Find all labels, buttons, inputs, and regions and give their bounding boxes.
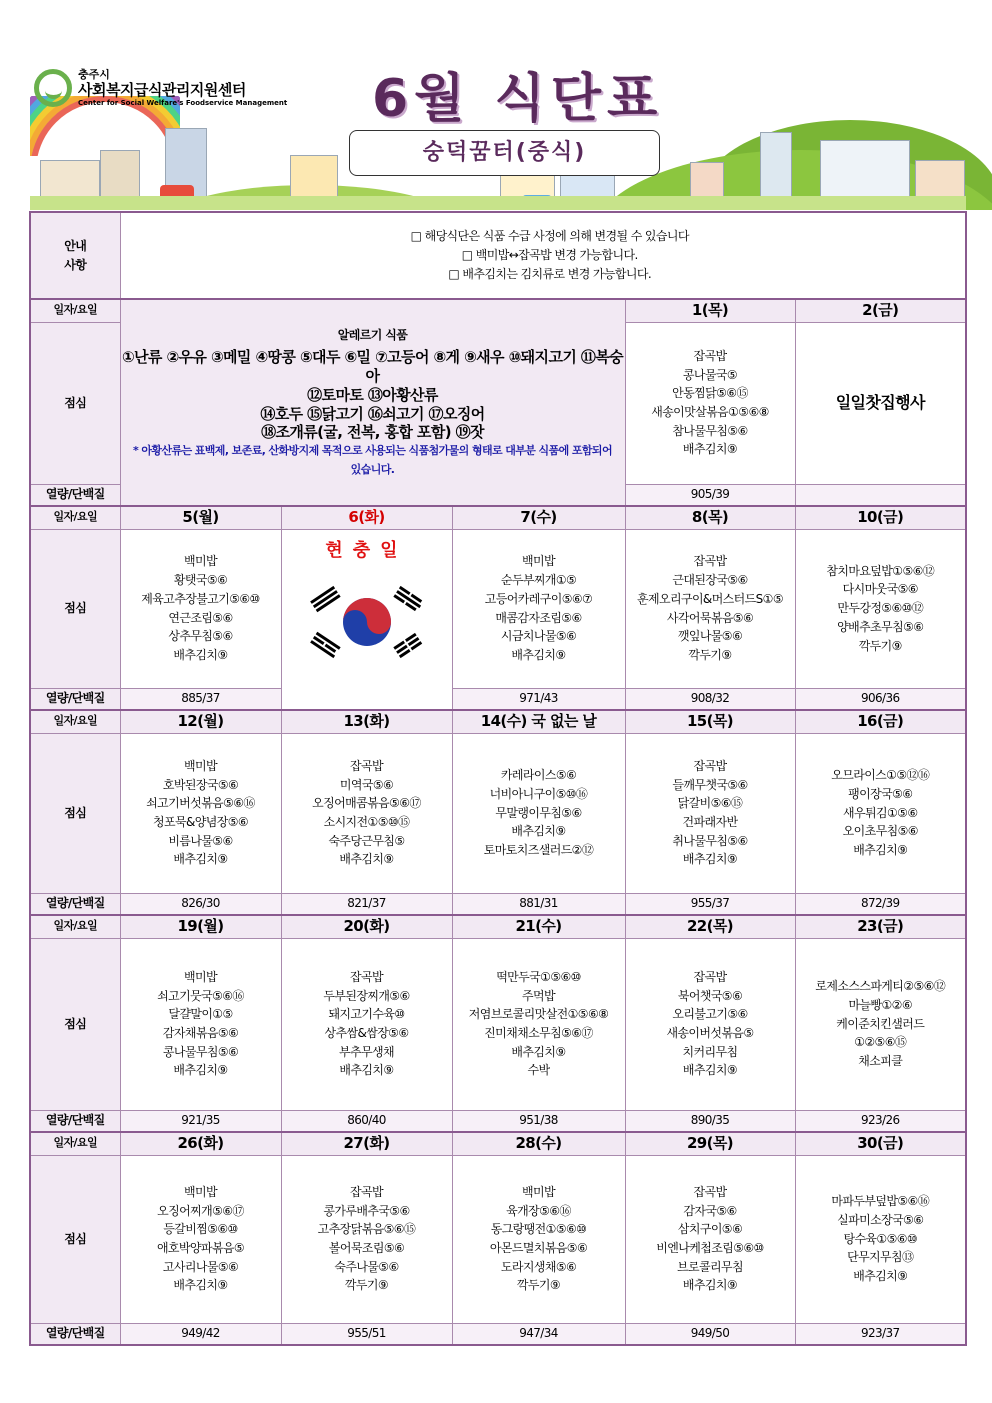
calorie-row (30, 1323, 966, 1345)
menu-cell (625, 733, 795, 893)
allergy-line: ①난류 ②우유 ③메밀 ④땅콩 ⑤대두 ⑥밀 ⑦고등어 ⑧게 ⑨새우 ⑩돼지고기 ⑪복숭아 (121, 348, 624, 386)
calorie-cell: 923/26 (795, 1110, 966, 1132)
page-subtitle: 숭덕꿈터(중식) (349, 130, 660, 176)
menu-cell (281, 938, 452, 1110)
menu-item: 마늘빵①②⑥ (848, 997, 912, 1012)
lunch-row (30, 1155, 966, 1323)
calorie-row (30, 1110, 966, 1132)
menu-item: 브로콜리무침 (677, 1259, 743, 1274)
page-header (0, 0, 992, 210)
building-illustration (760, 132, 792, 200)
calorie-cell: 821/37 (281, 893, 452, 915)
date-cell: 21(수) (452, 915, 625, 938)
menu-item: 배추김치⑨ (173, 1278, 228, 1293)
menu-item: 배추김치⑨ (682, 1278, 738, 1293)
menu-cell (795, 322, 966, 484)
date-cell: 29(목) (625, 1132, 795, 1155)
menu-item: ①②⑤⑥⑮ (854, 1035, 907, 1050)
calorie-label: 열량/단백질 (30, 688, 120, 710)
menu-item: 잡곡밥 (693, 969, 727, 984)
menu-item: 양배추초무침⑤⑥ (837, 619, 924, 634)
menu-cell (625, 938, 795, 1110)
date-row (30, 1132, 966, 1155)
menu-item: 배추김치⑨ (173, 1063, 228, 1078)
date-cell: 28(수) (452, 1132, 625, 1155)
calorie-cell: 906/36 (795, 688, 966, 710)
korean-flag-icon (292, 572, 442, 672)
menu-item: 근대된장국⑤⑥ (672, 573, 748, 588)
date-row (30, 915, 966, 938)
menu-item: 백미밥 (522, 1184, 555, 1199)
menu-item: 배추김치⑨ (339, 852, 394, 867)
menu-item: 애호박양파볶음⑤ (156, 1241, 245, 1255)
menu-item: 카레라이스⑤⑥ (500, 768, 577, 783)
date-cell: 2(금) (795, 299, 966, 322)
menu-item: 너비아니구이⑤⑩⑯ (489, 786, 588, 801)
menu-item: 취나물무침⑤⑥ (672, 833, 748, 848)
date-cell: 8(목) (625, 506, 795, 529)
logo-english-name: Center for Social Welfare's Foodservice Management (78, 99, 288, 107)
calorie-cell: 921/35 (120, 1110, 281, 1132)
menu-item: 쇠고기버섯볶음⑤⑥⑯ (146, 796, 255, 811)
menu-item: 무말랭이무침⑤⑥ (495, 805, 582, 820)
calorie-cell: 872/39 (795, 893, 966, 915)
menu-item: 주먹밥 (522, 988, 555, 1003)
menu-item: 오징어찌개⑤⑥⑰ (157, 1203, 244, 1218)
menu-cell (625, 1155, 795, 1323)
calorie-cell (795, 484, 966, 506)
date-cell: 10(금) (795, 506, 966, 529)
building-illustration (690, 162, 724, 200)
menu-item: 새송이맛살볶음①⑤⑥⑧ (651, 405, 769, 419)
menu-item: 다시마웃국⑤⑥ (842, 582, 918, 597)
menu-item: 닭갈비⑤⑥⑮ (677, 796, 743, 811)
menu-item: 호박된장국⑤⑥ (162, 777, 239, 792)
menu-item: 비엔나케첩조림⑤⑥⑩ (656, 1241, 764, 1255)
date-row (30, 506, 966, 529)
date-cell: 12(월) (120, 710, 281, 733)
smile-logo-icon (34, 69, 72, 107)
menu-item: 잡곡밥 (350, 969, 383, 984)
menu-cell (120, 529, 281, 688)
menu-item: 치커리무침 (682, 1044, 738, 1059)
calorie-row (30, 893, 966, 915)
menu-item: 깻잎나물⑤⑥ (677, 629, 743, 644)
menu-item: 콩나물무침⑤⑥ (162, 1044, 239, 1059)
calorie-label: 열량/단백질 (30, 484, 120, 506)
menu-item: 안동찜닭⑤⑥⑮ (672, 386, 748, 401)
menu-item: 사각어묵볶음⑤⑥ (666, 610, 754, 625)
meal-plan-table (29, 211, 967, 1346)
notice-content (120, 212, 966, 299)
menu-item: 동그랑땡전①⑤⑥⑩ (490, 1222, 587, 1237)
menu-item: 토마토치즈샐러드②⑫ (483, 843, 594, 858)
date-cell: 27(화) (281, 1132, 452, 1155)
calorie-row (30, 688, 966, 710)
menu-item: 배추김치⑨ (682, 852, 738, 867)
calorie-cell: 949/42 (120, 1323, 281, 1345)
calorie-label: 열량/단백질 (30, 1323, 120, 1345)
menu-item: 실파미소장국⑤⑥ (837, 1212, 924, 1227)
calorie-cell: 826/30 (120, 893, 281, 915)
menu-item: 쇠고기뭇국⑤⑥⑯ (157, 988, 244, 1003)
date-row (30, 299, 966, 322)
notice-line: □ 백미밥↔잡곡밥 변경 가능합니다. (461, 248, 638, 263)
menu-item: 로제소스스파게티②⑤⑥⑫ (815, 979, 946, 994)
menu-cell (452, 529, 625, 688)
menu-item: 참나물무침⑤⑥ (672, 423, 748, 438)
menu-item: 팽이장국⑤⑥ (848, 786, 913, 801)
menu-cell (795, 733, 966, 893)
menu-cell (795, 529, 966, 688)
lunch-label: 점심 (30, 1155, 120, 1323)
menu-item: 훈제오리구이&머스터드S①⑤ (636, 591, 783, 606)
menu-item: 상추무침⑤⑥ (168, 629, 233, 644)
menu-item: 달걀말이①⑤ (168, 1007, 233, 1022)
menu-item: 배추김치⑨ (853, 843, 908, 858)
menu-cell (120, 733, 281, 893)
date-cell: 13(화) (281, 710, 452, 733)
menu-item: 아몬드멸치볶음⑤⑥ (489, 1241, 588, 1255)
menu-item: 백미밥 (184, 758, 217, 773)
menu-item: 깍두기⑨ (344, 1278, 389, 1293)
menu-item: 건파래자반 (682, 815, 738, 829)
menu-item: 탕수육①⑤⑥⑩ (843, 1231, 918, 1246)
menu-item: 제육고추장불고기⑤⑥⑩ (141, 591, 260, 606)
date-label: 일자/요일 (30, 506, 120, 529)
calorie-cell: 923/37 (795, 1323, 966, 1345)
date-cell: 7(수) (452, 506, 625, 529)
lunch-label: 점심 (30, 322, 120, 484)
menu-cell (281, 1155, 452, 1323)
logo-org-name: 사회복지급식관리지원센터 (78, 81, 246, 99)
menu-item: 새우튀김①⑤⑥ (843, 805, 918, 820)
menu-item: 연근조림⑤⑥ (168, 610, 233, 625)
holiday-label: 현충일 (325, 539, 408, 561)
event-label: 일일찻집행사 (835, 392, 925, 412)
date-cell: 19(월) (120, 915, 281, 938)
calorie-label: 열량/단백질 (30, 1110, 120, 1132)
calorie-label: 열량/단백질 (30, 893, 120, 915)
menu-item: 진미채채소무침⑤⑥⑰ (484, 1026, 593, 1040)
calorie-cell: 955/51 (281, 1323, 452, 1345)
date-cell: 16(금) (795, 710, 966, 733)
calorie-cell: 881/31 (452, 893, 625, 915)
calorie-cell: 955/37 (625, 893, 795, 915)
holiday-cell (281, 529, 452, 710)
menu-item: 미역국⑤⑥ (339, 777, 394, 792)
menu-item: 고사리나물⑤⑥ (162, 1259, 239, 1274)
logo-text (78, 68, 287, 108)
date-label: 일자/요일 (30, 915, 120, 938)
notice-label (30, 212, 120, 299)
menu-item: 순두부찌개①⑤ (500, 573, 577, 588)
menu-item: 잡곡밥 (693, 348, 727, 363)
menu-item: 잡곡밥 (350, 1184, 383, 1199)
calorie-cell: 971/43 (452, 688, 625, 710)
menu-item: 감자국⑤⑥ (683, 1203, 737, 1218)
menu-item: 깍두기⑨ (688, 647, 732, 662)
date-cell: 23(금) (795, 915, 966, 938)
menu-item: 비름나물⑤⑥ (168, 833, 233, 848)
calorie-cell: 905/39 (625, 484, 795, 506)
menu-item: 볼어묵조림⑤⑥ (328, 1241, 405, 1255)
menu-item: 백미밥 (184, 969, 217, 984)
menu-item: 고등어카레구이⑤⑥⑦ (484, 591, 593, 606)
date-cell: 22(목) (625, 915, 795, 938)
menu-item: 육개장⑤⑥⑯ (506, 1203, 571, 1218)
menu-item: 삼치구이⑤⑥ (677, 1222, 743, 1237)
lunch-row (30, 529, 966, 688)
date-label: 일자/요일 (30, 299, 120, 322)
ground-illustration (30, 196, 966, 210)
menu-item: 오징어매콤볶음⑤⑥⑰ (312, 796, 421, 811)
menu-item: 잡곡밥 (693, 554, 727, 569)
date-cell: 1(목) (625, 299, 795, 322)
menu-item: 채소피클 (858, 1054, 903, 1069)
menu-cell (452, 733, 625, 893)
date-cell: 5(월) (120, 506, 281, 529)
menu-item: 저염브로콜리맛살전①⑤⑥⑧ (468, 1007, 609, 1022)
menu-item: 배추김치⑨ (173, 647, 228, 662)
calorie-cell: 949/50 (625, 1323, 795, 1345)
menu-item: 등갈비찜⑤⑥⑩ (163, 1222, 238, 1237)
menu-item: 두부된장찌개⑤⑥ (323, 988, 410, 1003)
menu-item: 잡곡밥 (693, 758, 727, 773)
menu-item: 오리불고기⑤⑥ (672, 1007, 748, 1022)
calorie-cell: 885/37 (120, 688, 281, 710)
menu-item: 시금치나물⑤⑥ (500, 629, 577, 644)
date-cell: 30(금) (795, 1132, 966, 1155)
menu-item: 매콤감자조림⑤⑥ (495, 610, 582, 625)
menu-item: 돼지고기수육⑩ (328, 1007, 405, 1022)
building-illustration (820, 140, 910, 200)
date-cell: 6(화) (281, 506, 452, 529)
lunch-label: 점심 (30, 529, 120, 688)
menu-item: 떡만두국①⑤⑥⑩ (496, 969, 581, 984)
menu-item: 황탯국⑤⑥ (173, 573, 228, 588)
date-cell: 14(수) 국 없는 날 (452, 710, 625, 733)
calorie-cell: 908/32 (625, 688, 795, 710)
menu-item: 단무지무침⑬ (847, 1250, 914, 1265)
menu-item: 숙주나물⑤⑥ (334, 1259, 399, 1274)
menu-cell (625, 322, 795, 484)
menu-item: 배추김치⑨ (682, 442, 738, 457)
menu-cell (452, 1155, 625, 1323)
lunch-row (30, 938, 966, 1110)
date-row (30, 710, 966, 733)
menu-item: 배추김치⑨ (682, 1063, 738, 1078)
menu-item: 잡곡밥 (350, 758, 383, 773)
menu-item: 새송이버섯볶음⑤ (666, 1026, 754, 1040)
menu-cell (281, 733, 452, 893)
calorie-cell: 947/34 (452, 1323, 625, 1345)
building-illustration (100, 150, 140, 200)
date-cell: 20(화) (281, 915, 452, 938)
menu-item: 청포묵&양념장⑤⑥ (152, 815, 249, 829)
menu-item: 배추김치⑨ (173, 852, 228, 867)
notice-label-text: 안내 사항 (64, 238, 87, 272)
building-illustration (915, 160, 965, 200)
calorie-cell: 951/38 (452, 1110, 625, 1132)
allergy-info (120, 299, 625, 506)
notice-line: □ 해당식단은 식품 수급 사정에 의해 변경될 수 있습니다 (410, 229, 689, 244)
menu-item: 마파두부덮밥⑤⑥⑯ (831, 1194, 930, 1209)
menu-item: 배추김치⑨ (511, 1044, 566, 1059)
menu-item: 콩가루배추국⑤⑥ (323, 1203, 410, 1218)
date-cell: 26(화) (120, 1132, 281, 1155)
menu-cell (795, 938, 966, 1110)
menu-item: 오므라이스①⑤⑫⑯ (831, 768, 930, 783)
menu-cell (452, 938, 625, 1110)
date-label: 일자/요일 (30, 710, 120, 733)
lunch-label: 점심 (30, 733, 120, 893)
menu-item: 백미밥 (522, 554, 555, 569)
menu-item: 고추장닭볶음⑤⑥⑮ (317, 1222, 416, 1237)
lunch-row (30, 733, 966, 893)
menu-item: 부추무생채 (339, 1044, 394, 1059)
logo-city: 충주시 (78, 68, 110, 81)
calorie-cell: 890/35 (625, 1110, 795, 1132)
menu-item: 깍두기⑨ (516, 1278, 561, 1293)
notice-row (30, 212, 966, 299)
menu-item: 케이준치킨샐러드 (836, 1016, 925, 1031)
calorie-cell: 860/40 (281, 1110, 452, 1132)
menu-item: 백미밥 (184, 554, 217, 569)
date-label: 일자/요일 (30, 1132, 120, 1155)
korean-flag-svg (292, 572, 442, 672)
menu-item: 소시지전①⑤⑩⑮ (323, 815, 410, 829)
allergy-note: * 아황산류는 표백제, 보존료, 산화방지제 목적으로 사용되는 식품첨가물의 형태로 대부분 식품에 포함되어 있습니다. (133, 443, 612, 476)
building-illustration (40, 160, 100, 200)
menu-item: 백미밥 (184, 1184, 217, 1199)
allergy-title: 알레르기 식품 (337, 327, 408, 342)
menu-item: 감자채볶음⑤⑥ (162, 1026, 239, 1040)
menu-cell (795, 1155, 966, 1323)
menu-item: 잡곡밥 (693, 1184, 727, 1199)
menu-item: 도라지생채⑤⑥ (500, 1259, 577, 1274)
menu-item: 숙주당근무침⑤ (328, 833, 405, 848)
page-title: 6월 식단표 (372, 69, 664, 129)
menu-item: 북어챗국⑤⑥ (677, 988, 743, 1003)
allergy-line: ⑫토마토 ⑬아황산류 (307, 385, 438, 404)
menu-cell (120, 1155, 281, 1323)
menu-item: 배추김치⑨ (339, 1063, 394, 1078)
menu-item: 상추쌈&쌈장⑤⑥ (324, 1026, 409, 1040)
menu-item: 만두강정⑤⑥⑩⑫ (837, 601, 924, 616)
menu-item: 배추김치⑨ (511, 647, 566, 662)
center-logo (34, 68, 287, 108)
lunch-label: 점심 (30, 938, 120, 1110)
menu-item: 배추김치⑨ (853, 1269, 908, 1284)
menu-item: 참치마요덮밥①⑤⑥⑫ (826, 563, 935, 578)
notice-line: □ 배추김치는 김치류로 변경 가능합니다. (448, 266, 652, 281)
menu-item: 수박 (527, 1063, 550, 1078)
menu-item: 배추김치⑨ (511, 824, 566, 839)
allergy-line: ⑭호두 ⑮닭고기 ⑯쇠고기 ⑰오징어 (260, 404, 485, 423)
date-cell: 15(목) (625, 710, 795, 733)
menu-item: 콩나물국⑤ (682, 367, 738, 382)
menu-item: 들깨무챗국⑤⑥ (672, 777, 748, 792)
menu-cell (120, 938, 281, 1110)
menu-item: 깍두기⑨ (858, 638, 902, 653)
building-illustration (290, 155, 338, 200)
menu-cell (625, 529, 795, 688)
menu-item: 오이초무침⑤⑥ (842, 824, 918, 839)
allergy-line: ⑱조개류(굴, 전복, 홍합 포함) ⑲잣 (261, 423, 484, 442)
